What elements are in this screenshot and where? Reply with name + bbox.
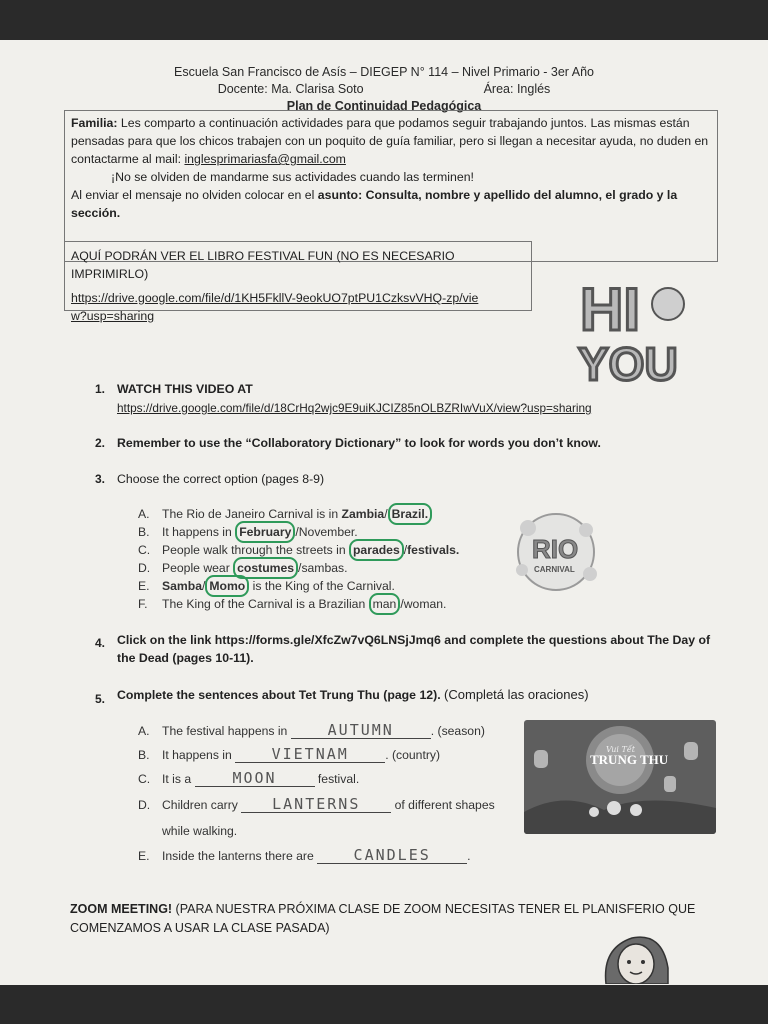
selected-answer: parades xyxy=(349,539,404,561)
face-icon xyxy=(652,288,684,320)
subject-area: Área: Inglés xyxy=(483,82,551,96)
familia-label: Familia: xyxy=(71,116,118,130)
school-line: Escuela San Francisco de Asís – DIEGEP N° 114 – Nivel Primario - 3er Año xyxy=(173,65,594,79)
book-title: AQUÍ PODRÁN VER EL LIBRO FESTIVAL FUN (NO ES NECESARIO IMPRIMIRLO) xyxy=(71,249,455,281)
answer-blank[interactable]: CANDLES xyxy=(317,847,467,864)
option-c: C. People walk through the streets in parades /festivals. xyxy=(138,541,459,559)
email-link[interactable]: inglesprimariasfa@gmail.com xyxy=(184,152,346,166)
video-link[interactable]: https://drive.google.com/file/d/18CrHq2wjc9E9uiKJCIZ85nOLBZRIwVuX/view?usp=sharing xyxy=(117,401,592,415)
teacher-name: Docente: Ma. Clarisa Soto xyxy=(217,82,364,96)
answer-blank[interactable]: LANTERNS xyxy=(241,796,391,813)
sentence-b: B. It happens in VIETNAM . (country) xyxy=(138,745,441,763)
rio-carnival-logo xyxy=(508,510,604,594)
book-box xyxy=(64,241,532,323)
girl-illustration xyxy=(598,928,674,984)
sentence-a: A. The festival happens in AUTUMN . (season) xyxy=(138,721,485,739)
answer-blank[interactable]: AUTUMN xyxy=(291,722,431,739)
plan-title: Plan de Continuidad Pedagógica xyxy=(286,99,482,113)
selected-answer: costumes xyxy=(233,557,298,579)
familia-text: Les comparto a continuación actividades para que podamos seguir trabajando juntos. Las mismas están pensadas para que los chicos trabajen con un poquito de guía familiar, pero si llegan a necesitar ayuda, no duden en contactarme al mail: xyxy=(71,116,709,166)
hi-text: HI xyxy=(580,276,640,343)
sentence-d-continued: while walking. xyxy=(162,824,238,838)
selected-answer: Brazil. xyxy=(388,503,433,525)
sentence-c: C. It is a MOON festival. xyxy=(138,769,360,787)
svg-text:RIO: RIO xyxy=(532,534,579,564)
subject-instruction: Al enviar el mensaje no olviden colocar en el asunto: Consulta, nombre y apellido del alumno, el grado y la sección. xyxy=(71,188,678,220)
hi-you-logo xyxy=(572,272,694,388)
selected-answer: Momo xyxy=(205,575,249,597)
tet-trung-thu-image xyxy=(524,720,716,834)
selected-answer: February xyxy=(235,521,295,543)
option-d: D. People wear costumes /sambas. xyxy=(138,559,348,577)
answer-blank[interactable]: MOON xyxy=(195,770,315,787)
svg-text:TRUNG THU: TRUNG THU xyxy=(590,752,669,767)
zoom-meeting-note: ZOOM MEETING! (PARA NUESTRA PRÓXIMA CLASE DE ZOOM NECESITAS TENER EL PLANISFERIO QUE COMENZAMOS A USAR LA CLASE PASADA) xyxy=(70,902,696,935)
sentence-e: E. Inside the lanterns there are CANDLES . xyxy=(138,846,471,864)
option-b: B. It happens in February /November. xyxy=(138,523,358,541)
reminder-line: ¡No se olviden de mandarme sus actividades cuando las terminen! xyxy=(111,170,474,184)
answer-blank[interactable]: VIETNAM xyxy=(235,746,385,763)
option-a: A. The Rio de Janeiro Carnival is in Zambia/ Brazil. xyxy=(138,505,432,523)
option-e: E. Samba/ Momo is the King of the Carnival. xyxy=(138,577,395,595)
svg-text:Vui Tết: Vui Tết xyxy=(606,745,635,754)
forms-link[interactable]: https://forms.gle/XfcZw7vQ6LNSjJmq6 xyxy=(214,633,441,647)
familia-box xyxy=(64,110,718,262)
you-text: YOU xyxy=(578,338,678,388)
document-header xyxy=(0,64,768,115)
sentence-d: D. Children carry LANTERNS of different shapes xyxy=(138,795,495,813)
book-link[interactable]: https://drive.google.com/file/d/1KH5FkllV-9eokUO7ptPU1CzksvVHQ-zp/view?usp=sharing xyxy=(71,291,479,323)
option-f: F. The King of the Carnival is a Brazilian man /woman. xyxy=(138,595,446,613)
svg-text:CARNIVAL: CARNIVAL xyxy=(534,565,575,574)
selected-answer: man xyxy=(369,593,401,615)
